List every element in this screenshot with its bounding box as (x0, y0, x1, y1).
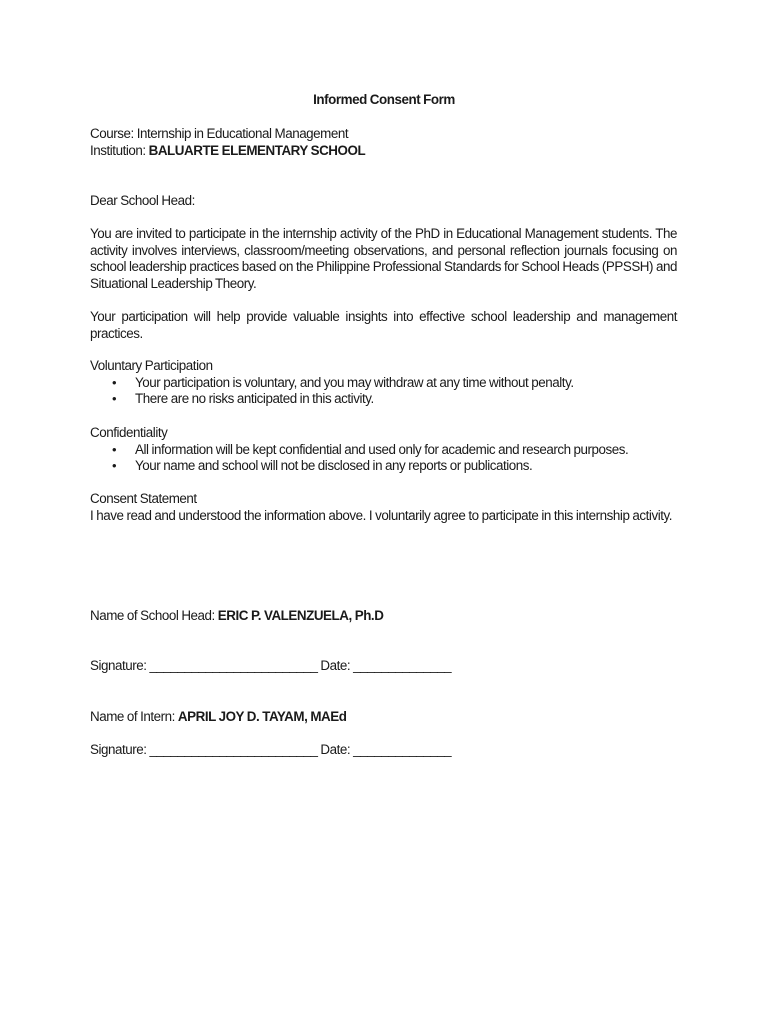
course-label: Course: (90, 126, 137, 141)
list-item (90, 458, 677, 475)
school-head-name-line (90, 608, 677, 625)
course-info (90, 126, 677, 159)
consent-text: I have read and understood the information above. I voluntarily agree to participate in this internship activity. (90, 507, 673, 523)
list-item-text: Your participation is voluntary, and you may withdraw at any time without penalty. (135, 374, 574, 390)
list-item-text: There are no risks anticipated in this activity. (135, 391, 374, 407)
voluntary-list (90, 375, 677, 408)
salutation-text: Dear School Head: (90, 193, 195, 208)
list-item (90, 442, 677, 459)
school-head-signature-line (90, 658, 677, 675)
confidentiality-section (90, 425, 677, 475)
school-head-label: Name of School Head: (90, 608, 218, 623)
intern-name: APRIL JOY D. TAYAM, MAEd (177, 709, 347, 724)
list-item (90, 375, 677, 392)
list-item-text: Your name and school will not be disclosed in any reports or publications. (135, 458, 533, 474)
salutation (90, 193, 677, 210)
intro-paragraph-text: You are invited to participate in the internship activity of the PhD in Educational Management students. The activity involves interviews, classroom/meeting observations, and personal reflection journals focusing on school leadership practices based on the Philippine Professional Standards for School Heads (PPSSH) and Situational Leadership Theory. (90, 226, 677, 292)
intern-signature-line (90, 742, 677, 759)
bullet-icon: • (112, 374, 117, 390)
intern-label: Name of Intern: (90, 709, 178, 724)
institution-line (90, 143, 677, 160)
school-head-name: ERIC P. VALENZUELA, Ph.D (217, 608, 384, 623)
consent-section (90, 491, 677, 524)
bullet-icon: • (112, 441, 117, 457)
list-item-text: All information will be kept confidential and used only for academic and research purposes. (135, 441, 629, 457)
institution-value: BALUARTE ELEMENTARY SCHOOL (148, 142, 366, 158)
course-line (90, 126, 677, 143)
confidentiality-list (90, 442, 677, 475)
document-title: Informed Consent Form (313, 92, 455, 107)
list-item (90, 391, 677, 408)
course-value: Internship in Educational Management (136, 126, 349, 141)
voluntary-section (90, 358, 677, 408)
confidentiality-heading: Confidentiality (90, 425, 168, 440)
bullet-icon: • (112, 391, 117, 407)
school-head-signature-field: Signature: ________________________ Date: ______________ (90, 658, 452, 673)
institution-label: Institution: (90, 142, 149, 158)
voluntary-heading: Voluntary Participation (90, 358, 213, 373)
consent-heading: Consent Statement (90, 491, 197, 506)
value-paragraph-text: Your participation will help provide valuable insights into effective school leadership and management practices. (90, 309, 677, 341)
intern-signature-field: Signature: ________________________ Date: ______________ (90, 742, 452, 757)
bullet-icon: • (112, 458, 117, 474)
value-paragraph (90, 309, 677, 342)
intern-name-line (90, 709, 677, 726)
intro-paragraph (90, 226, 677, 293)
